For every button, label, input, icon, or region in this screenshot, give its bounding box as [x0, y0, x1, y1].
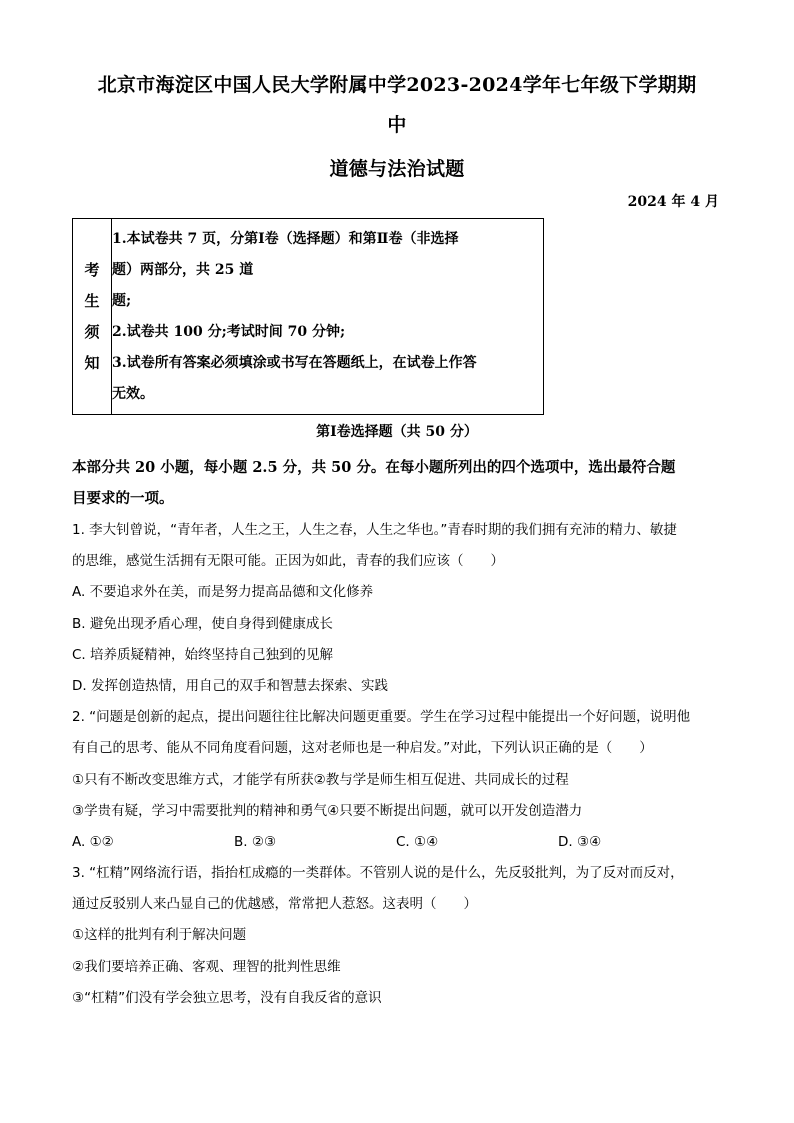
- exam-date: 2024 年 4 月: [627, 194, 719, 210]
- intro-line: 本部分共 20 小题，每小题 2.5 分，共 50 分。在每小题所列出的四个选项中，选出最符合题: [72, 459, 676, 476]
- question-list: [72, 515, 732, 1014]
- option-b: B. 避免出现矛盾心理，使自身得到健康成长: [72, 615, 333, 632]
- notice-label-char: 须: [84, 322, 100, 341]
- options-row: [72, 827, 732, 858]
- option-c: C. 培养质疑精神，始终坚持自己独到的见解: [72, 646, 334, 663]
- statement-line: ③“杠精”们没有学会独立思考，没有自我反省的意识: [72, 989, 382, 1006]
- notice-content: [112, 219, 544, 415]
- notice-line: 2.试卷共 100 分;考试时间 70 分钟;: [112, 323, 346, 340]
- option-c: C. ①④: [396, 833, 439, 850]
- notice-label: [73, 219, 112, 415]
- exam-subtitle: 道德与法治试题: [329, 158, 465, 180]
- section-intro: [72, 452, 732, 514]
- question-stem-line: 通过反驳别人来凸显自己的优越感，常常把人惹怒。这表明（ ）: [72, 896, 477, 913]
- question-stem-line: 的思维，感觉生活拥有无限可能。正因为如此，青春的我们应该（ ）: [72, 553, 504, 570]
- statement-line: ②我们要培养正确、客观、理智的批判性思维: [72, 958, 341, 975]
- question-stem-line: 3. “杠精”网络流行语，指抬杠成瘾的一类群体。不管别人说的是什么，先反驳批判，为了反对而反对，: [72, 865, 684, 882]
- option-a: A. 不要追求外在美，而是努力提高品德和文化修养: [72, 584, 374, 601]
- notice-line: 3.试卷所有答案必须填涂或书写在答题纸上，在试卷上作答: [112, 354, 477, 371]
- option-b: B. ②③: [234, 833, 277, 850]
- question-2: [72, 702, 732, 858]
- question-stem-line: 有自己的思考、能从不同角度看问题，这对老师也是一种启发。”对此，下列认识正确的是（ ）: [72, 740, 653, 757]
- notice-line: 题;: [112, 292, 132, 309]
- statement-line: ①只有不断改变思维方式，才能学有所获②教与学是师生相互促进、共同成长的过程: [72, 771, 569, 788]
- notice-line: 无效。: [112, 385, 154, 402]
- question-3: [72, 858, 732, 1014]
- notice-line: 1.本试卷共 7 页，分第Ⅰ卷（选择题）和第Ⅱ卷（非选择: [112, 230, 459, 247]
- statement-line: ①这样的批判有利于解决问题: [72, 927, 247, 944]
- notice-label-char: 生: [84, 291, 100, 310]
- exam-title-line2: 中: [387, 114, 407, 136]
- statement-line: ③学贵有疑，学习中需要批判的精神和勇气④只要不断提出问题，就可以开发创造潜力: [72, 802, 583, 819]
- section-title: 第Ⅰ卷选择题（共 50 分）: [316, 424, 478, 440]
- option-a: A. ①②: [72, 833, 114, 850]
- option-d: D. 发挥创造热情，用自己的双手和智慧去探索、实践: [72, 677, 388, 694]
- intro-line: 目要求的一项。: [72, 490, 174, 507]
- notice-label-char: 知: [84, 353, 100, 372]
- question-stem-line: 2. “问题是创新的起点，提出问题往往比解决问题更重要。学生在学习过程中能提出一个好问题，说明他: [72, 709, 691, 726]
- candidate-notice-box: [72, 218, 544, 415]
- option-d: D. ③④: [558, 833, 602, 850]
- notice-label-char: 考: [84, 260, 100, 279]
- question-1: [72, 515, 732, 702]
- question-stem-line: 1. 李大钊曾说，“青年者，人生之王，人生之春，人生之华也。”青春时期的我们拥有充沛的精力、敏捷: [72, 522, 677, 538]
- exam-title-line1: 北京市海淀区中国人民大学附属中学2023-2024学年七年级下学期期: [97, 74, 697, 96]
- notice-line: 题）两部分，共 25 道: [112, 261, 254, 278]
